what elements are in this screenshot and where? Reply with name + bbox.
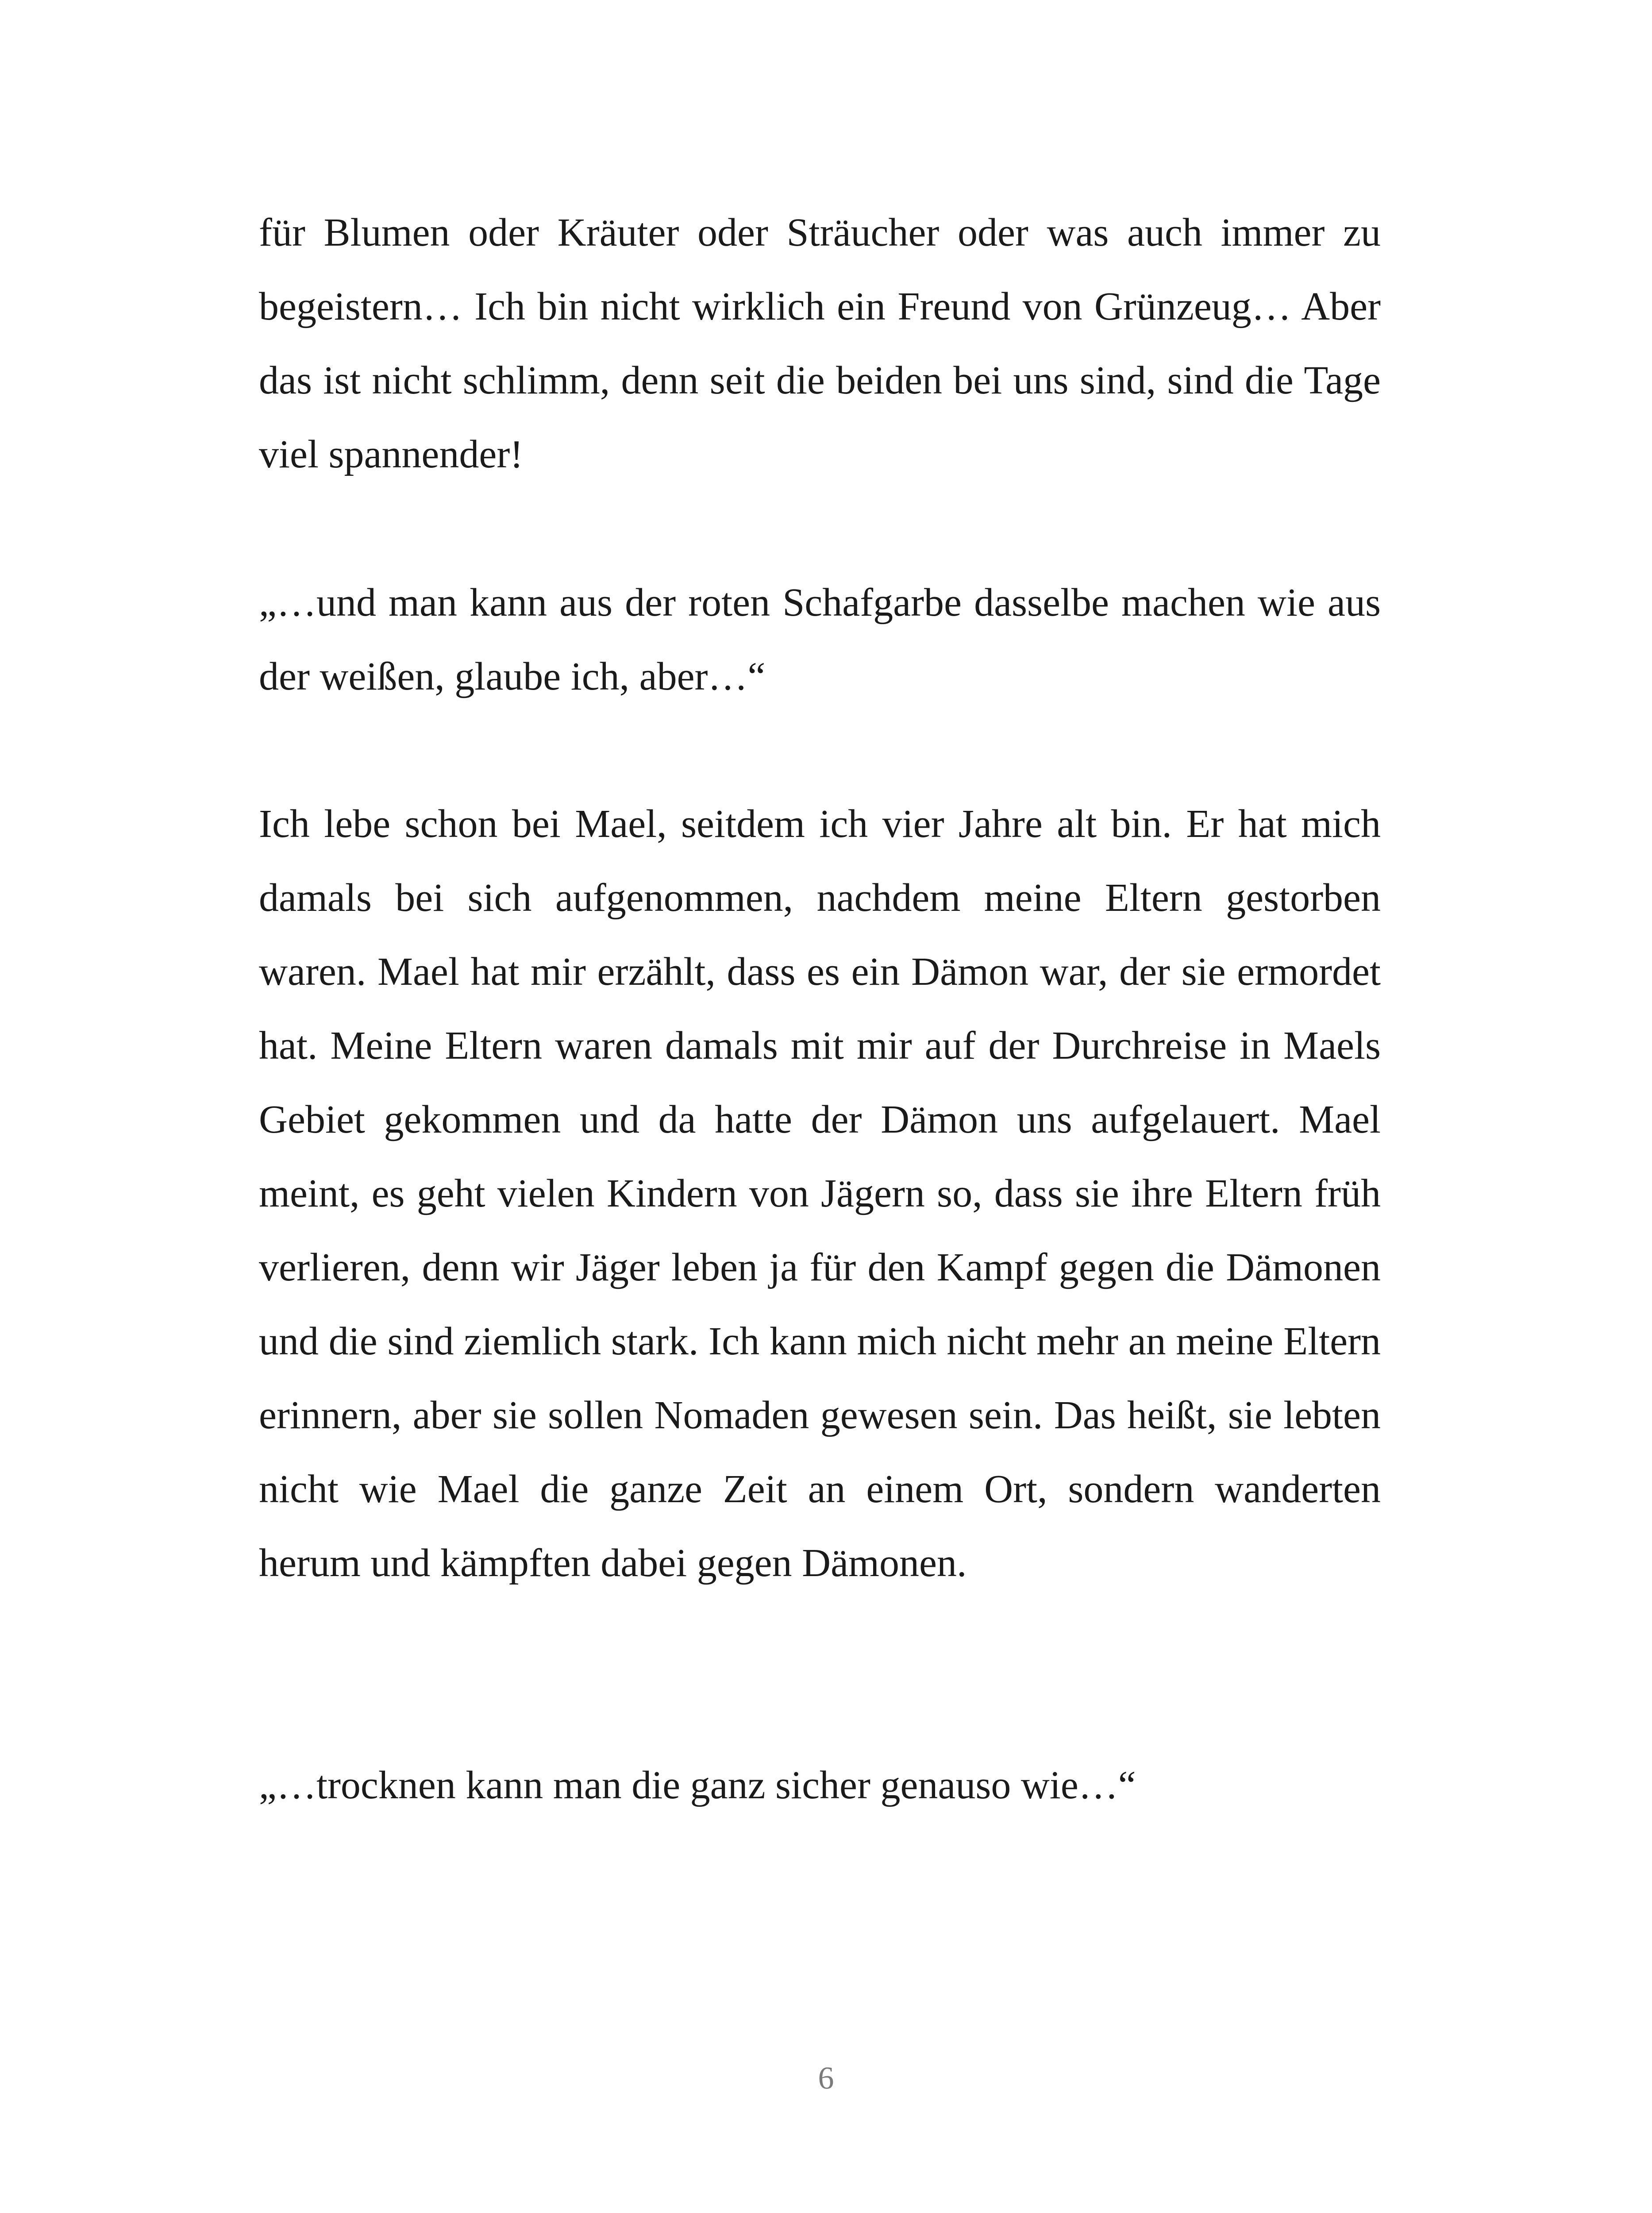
paragraph-3: Ich lebe schon bei Mael, seitdem ich vier Jahre alt bin. Er hat mich damals bei sich aufgenommen, nachdem meine Eltern gestorben waren. Mael hat mir erzählt, dass es ein Dämon war, der sie ermordet hat. Meine Eltern waren damals mit mir auf der Durchreise in Maels Gebiet gekommen und da hatte der Dämon uns aufgelauert. Mael meint, es geht vielen Kindern von Jägern so, dass sie ihre Eltern früh verlieren, denn wir Jäger leben ja für den Kampf gegen die Dämonen und die sind ziemlich stark. Ich kann mich nicht mehr an meine Eltern erinnern, aber sie sollen Nomaden gewesen sein. Das heißt, sie lebten nicht wie Mael die ganze Zeit an einem Ort, sondern wanderten herum und kämpften dabei gegen Dämonen. <box>259 802 1381 1585</box>
paragraph-1: für Blumen oder Kräuter oder Sträucher oder was auch immer zu begeistern… Ich bin nicht wirklich ein Freund von Grünzeug… Aber das ist nicht schlimm, denn seit die beiden bei uns sind, sind die Tage viel spannender! <box>259 211 1381 476</box>
paragraph-4-dialogue: „…trocknen kann man die ganz sicher genauso wie…“ <box>259 1763 1136 1807</box>
page-number: 6 <box>818 2060 834 2096</box>
paragraph-2-dialogue: „…und man kann aus der roten Schafgarbe dasselbe machen wie aus der weißen, glaube ich, aber…“ <box>259 581 1381 698</box>
